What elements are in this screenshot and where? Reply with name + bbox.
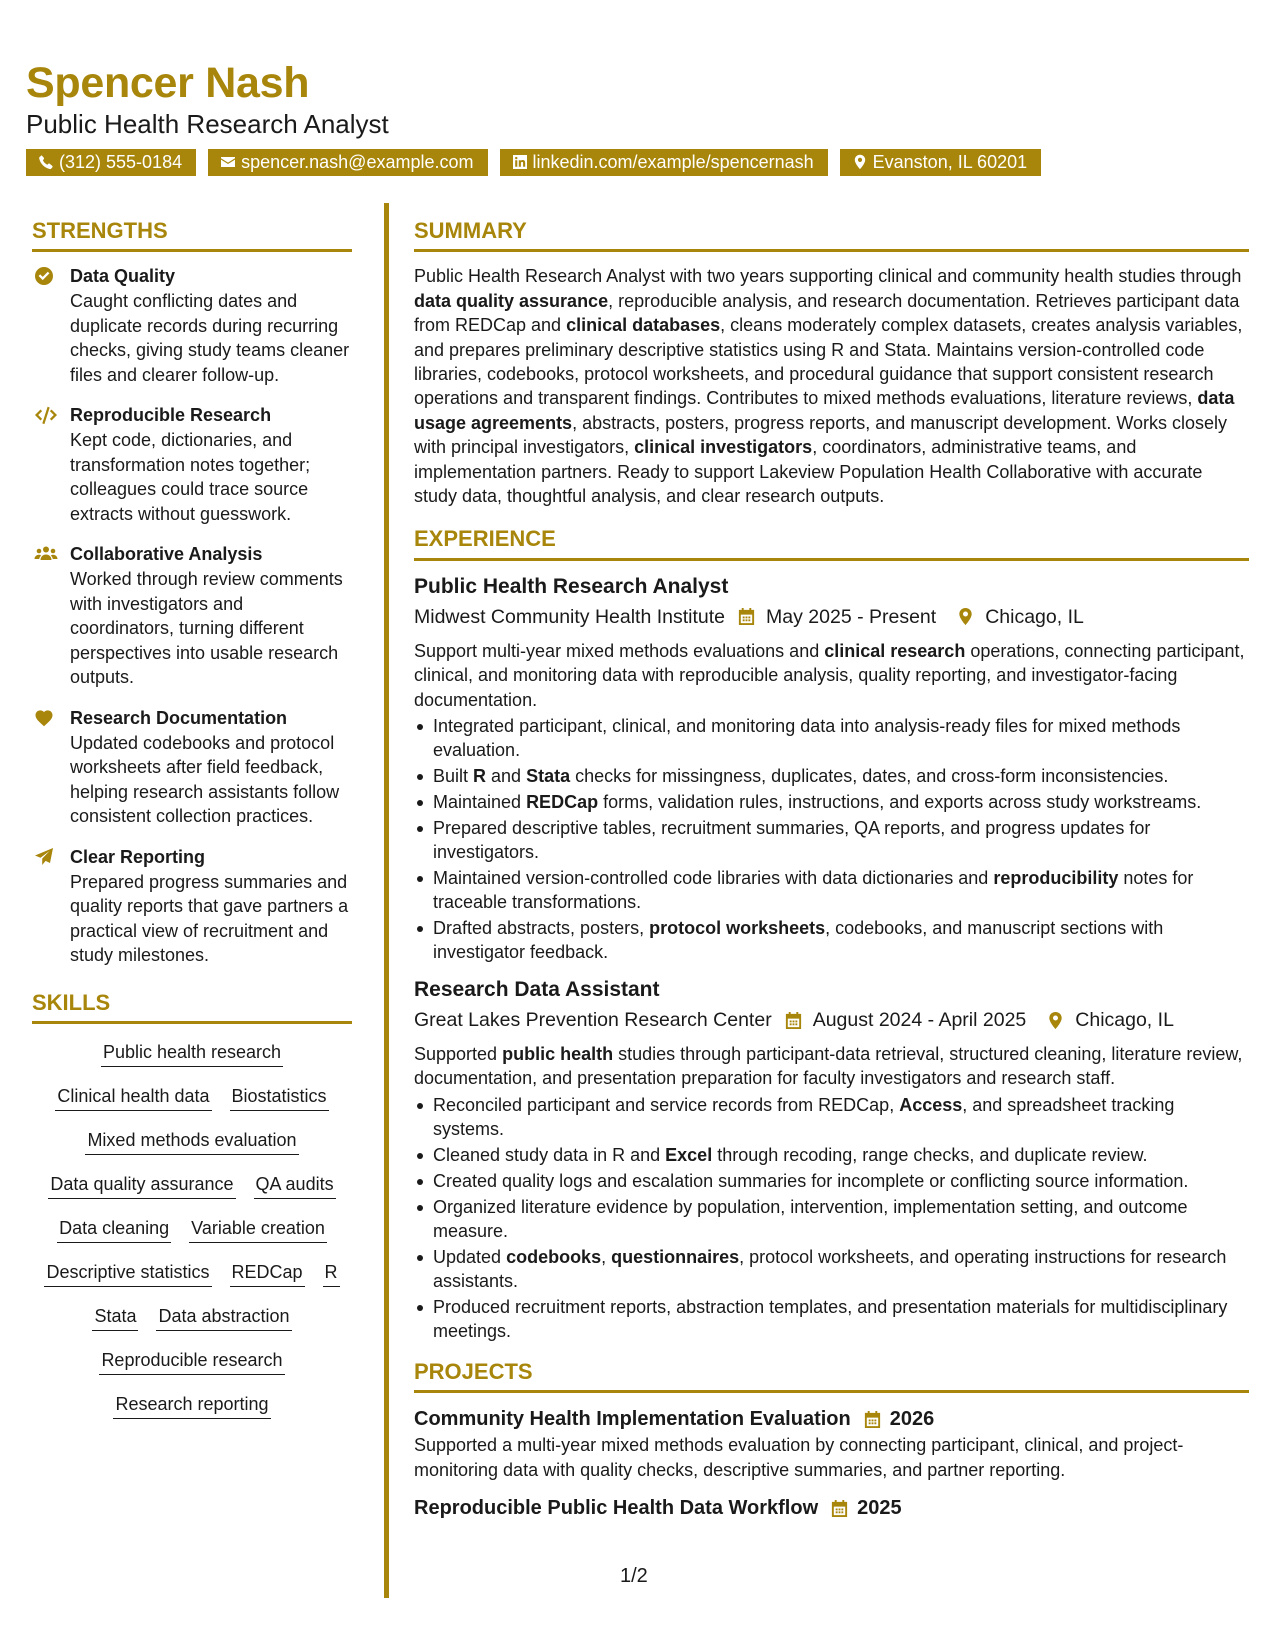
- job-location: Chicago, IL: [985, 605, 1084, 628]
- skill-tag: Stata: [92, 1304, 138, 1331]
- strength-item: [32, 845, 352, 968]
- job-bullets: [414, 1093, 1249, 1343]
- strength-title: Research Documentation: [70, 707, 288, 728]
- phone-icon: [38, 154, 54, 170]
- job-title: Public Health Research Analyst: [414, 574, 729, 598]
- list-item: Updated codebooks, questionnaires, protocol worksheets, and operating instructions for research assistants.: [414, 1245, 1249, 1293]
- projects-heading: PROJECTS: [414, 1359, 1249, 1393]
- phone-text: (312) 555-0184: [59, 151, 183, 172]
- heart-icon: [34, 708, 54, 728]
- users-icon: [34, 544, 58, 564]
- strength-title: Clear Reporting: [70, 846, 206, 867]
- calendar-icon: [830, 1499, 849, 1518]
- map-pin-icon: [1046, 1011, 1065, 1030]
- linkedin-text: linkedin.com/example/spencernash: [532, 151, 814, 172]
- list-item: Prepared descriptive tables, recruitment summaries, QA reports, and progress updates for investigators.: [414, 816, 1249, 864]
- strength-item: [32, 403, 352, 526]
- list-item: Maintained version-controlled code libraries with data dictionaries and reproducibility notes for traceable transformations.: [414, 866, 1249, 914]
- skill-tag: Descriptive statistics: [44, 1260, 211, 1287]
- calendar-icon: [784, 1011, 803, 1030]
- contact-location: [840, 149, 1041, 176]
- strength-desc: Prepared progress summaries and quality reports that gave partners a practical view of recruitment and study milestones.: [70, 871, 349, 966]
- map-pin-icon: [852, 154, 868, 170]
- envelope-icon: [220, 154, 236, 170]
- list-item: Organized literature evidence by population, intervention, implementation setting, and outcome measure.: [414, 1195, 1249, 1243]
- strength-title: Data Quality: [70, 266, 176, 287]
- job-location: Chicago, IL: [1075, 1009, 1174, 1032]
- job-org: Midwest Community Health Institute: [414, 605, 726, 628]
- job-title: Research Data Assistant: [414, 978, 660, 1002]
- experience-heading: EXPERIENCE: [414, 526, 1249, 560]
- list-item: Drafted abstracts, posters, protocol worksheets, codebooks, and manuscript sections with investigator feedback.: [414, 916, 1249, 964]
- map-pin-icon: [956, 607, 975, 626]
- project-year: 2025: [857, 1497, 902, 1520]
- summary-heading: SUMMARY: [414, 218, 1249, 252]
- skill-tag: Variable creation: [189, 1216, 327, 1243]
- calendar-icon: [737, 607, 756, 626]
- job-meta: [414, 1006, 1249, 1034]
- strength-desc: Updated codebooks and protocol worksheets after field feedback, helping research assistants follow consistent collection practices.: [70, 732, 340, 827]
- job-dates: May 2025 - Present: [766, 605, 937, 628]
- job-meta: [414, 603, 1249, 631]
- strength-item: [32, 706, 352, 829]
- strength-desc: Worked through review comments with investigators and coordinators, turning different perspectives into usable research outputs.: [70, 569, 343, 688]
- page-indicator: 1/2: [620, 1565, 648, 1587]
- right-column: [414, 218, 1249, 1522]
- candidate-title: Public Health Research Analyst: [26, 108, 389, 139]
- job-entry: [414, 976, 1249, 1343]
- job-intro: Supported public health studies through participant-data retrieval, structured cleaning, literature review, documentation, and presentation preparation for faculty investigators and research staff.: [414, 1044, 1243, 1089]
- skill-tag: Reproducible research: [99, 1348, 284, 1375]
- column-divider: [384, 203, 389, 1598]
- strength-title: Reproducible Research: [70, 405, 272, 426]
- project-title: Reproducible Public Health Data Workflow: [414, 1497, 819, 1520]
- skill-tag: Biostatistics: [230, 1084, 329, 1111]
- location-text: Evanston, IL 60201: [872, 151, 1028, 172]
- skill-tag: REDCap: [230, 1260, 305, 1287]
- skills-list: [32, 1036, 352, 1419]
- code-icon: [34, 405, 58, 425]
- list-item: Produced recruitment reports, abstraction templates, and presentation materials for multidisciplinary meetings.: [414, 1295, 1249, 1343]
- contact-email[interactable]: [208, 149, 487, 176]
- strength-title: Collaborative Analysis: [70, 544, 263, 565]
- project-header: [414, 1494, 1249, 1522]
- skill-tag: Data abstraction: [156, 1304, 291, 1331]
- job-org: Great Lakes Prevention Research Center: [414, 1009, 772, 1032]
- skill-tag: Clinical health data: [55, 1084, 211, 1111]
- strengths-heading: STRENGTHS: [32, 218, 352, 252]
- summary-text: Public Health Research Analyst with two years supporting clinical and community health studies through data quality assurance, reproducible analysis, and research documentation. Retrieves participant data from REDCap and clinical databases, cleans moderately complex datasets, creates analysis variables, and prepares preliminary descriptive statistics using R and Stata. Maintains version-controlled code libraries, codebooks, protocol worksheets, and procedural guidance that support consistent research operations and transparent findings. Contributes to mixed methods evaluations, literature reviews, data usage agreements, abstracts, posters, progress reports, and manuscript development. Works closely with principal investigators, clinical investigators, coordinators, administrative teams, and implementation partners. Ready to support Lakeview Population Health Collaborative with accurate study data, thoughtful analysis, and clear research outputs.: [414, 266, 1243, 507]
- resume-header: [26, 58, 1256, 176]
- project-entry: [414, 1405, 1249, 1482]
- skill-tag: Data quality assurance: [48, 1172, 235, 1199]
- skill-tag: QA audits: [254, 1172, 336, 1199]
- project-year: 2026: [889, 1408, 935, 1431]
- list-item: Created quality logs and escalation summaries for incomplete or conflicting source information.: [414, 1169, 1249, 1193]
- job-intro: Support multi-year mixed methods evaluations and clinical research operations, connecting participant, clinical, and monitoring data with reproducible analysis, quality reporting, and investigator-facing documentation.: [414, 640, 1245, 710]
- contact-phone[interactable]: [26, 149, 196, 176]
- strength-item: [32, 264, 352, 387]
- paper-plane-icon: [34, 847, 54, 867]
- skill-tag: Research reporting: [113, 1392, 270, 1419]
- strength-desc: Caught conflicting dates and duplicate records during recurring checks, giving study teams cleaner files and clearer follow-up.: [70, 291, 350, 385]
- list-item: Built R and Stata checks for missingness, duplicates, dates, and cross-form inconsistencies.: [414, 764, 1249, 788]
- skills-heading: SKILLS: [32, 990, 352, 1024]
- strength-desc: Kept code, dictionaries, and transformation notes together; colleagues could trace source extracts without guesswork.: [70, 430, 311, 524]
- job-entry: [414, 573, 1249, 964]
- skill-tag: Public health research: [101, 1040, 283, 1067]
- contact-bar: [26, 149, 1256, 176]
- job-bullets: [414, 714, 1249, 964]
- job-dates: August 2024 - April 2025: [812, 1009, 1027, 1032]
- calendar-icon: [863, 1410, 882, 1429]
- project-header: [414, 1405, 1249, 1433]
- contact-linkedin[interactable]: [500, 149, 828, 176]
- project-entry: [414, 1494, 1249, 1522]
- email-text: spencer.nash@example.com: [241, 151, 474, 172]
- list-item: Reconciled participant and service records from REDCap, Access, and spreadsheet tracking systems.: [414, 1093, 1249, 1141]
- candidate-name: Spencer Nash: [26, 59, 310, 107]
- skill-tag: Data cleaning: [57, 1216, 171, 1243]
- project-desc: Supported a multi-year mixed methods evaluation by connecting participant, clinical, and project-monitoring data with quality checks, descriptive summaries, and partner reporting.: [414, 1435, 1184, 1480]
- skill-tag: R: [323, 1260, 340, 1287]
- left-column: [32, 218, 352, 1419]
- check-circle-icon: [34, 266, 54, 286]
- list-item: Integrated participant, clinical, and monitoring data into analysis-ready files for mixed methods evaluation.: [414, 714, 1249, 762]
- linkedin-icon: [512, 154, 528, 170]
- list-item: Maintained REDCap forms, validation rules, instructions, and exports across study workstreams.: [414, 790, 1249, 814]
- project-title: Community Health Implementation Evaluation: [414, 1408, 851, 1431]
- list-item: Cleaned study data in R and Excel through recoding, range checks, and duplicate review.: [414, 1143, 1249, 1167]
- skill-tag: Mixed methods evaluation: [85, 1128, 298, 1155]
- strength-item: [32, 542, 352, 690]
